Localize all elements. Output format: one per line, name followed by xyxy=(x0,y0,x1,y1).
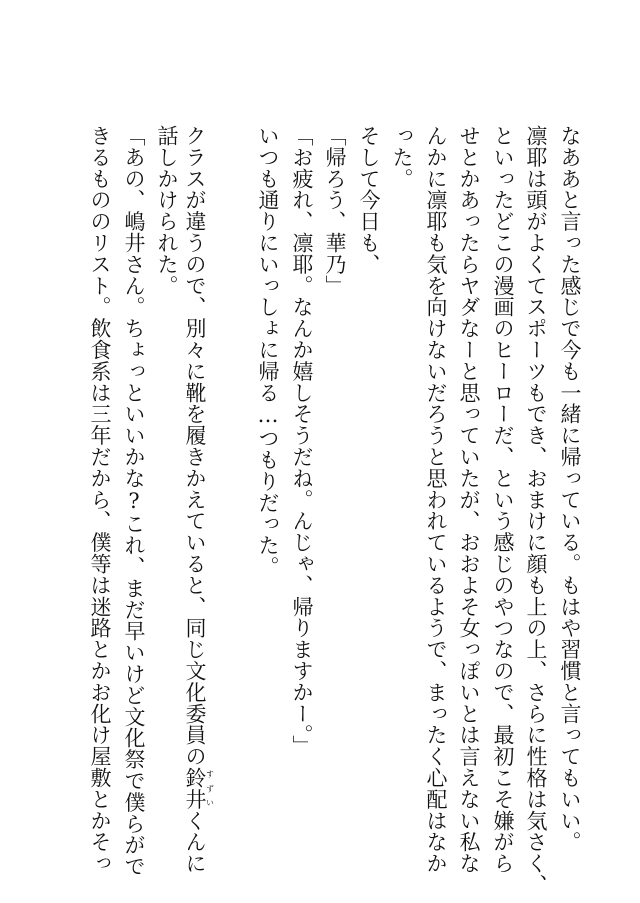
text-line: いつも通りにいっしょに帰る…つもりだった。 xyxy=(256,125,280,578)
text-line: 話しかけられた。 xyxy=(155,125,179,297)
text-line: 凛耶は頭がよくてスポーツもでき、おまけに顔も上の上、さらに性格は気さく、 xyxy=(524,125,548,896)
text-line: といったどこの漫画のヒーローだ、という感じのやつなので、最初こそ嫌がら xyxy=(491,125,515,874)
text-line: きるもののリスト。飲食系は三年だから、僕等は迷路とかお化け屋敷とかそっ xyxy=(88,125,112,874)
name-with-furigana xyxy=(183,767,215,810)
text-line: 「あの、嶋井さん。ちょっといいかな?これ、まだ早いけど文化祭で僕らがで xyxy=(122,125,146,877)
ruby-line-before: クラスが違うので、別々に靴を履きかえていると、同じ文化委員の xyxy=(183,125,207,767)
text-line: った。 xyxy=(390,125,414,190)
ruby-base: 鈴井 xyxy=(183,767,207,810)
text-line xyxy=(183,125,215,875)
text-line: んかに凛耶も気を向けないだろうと思われているようで、まったく心配はなか xyxy=(424,125,448,874)
furigana-reading: すずい xyxy=(205,767,215,810)
text-line: 「帰ろう、華乃」 xyxy=(323,125,347,297)
ruby-line-after: くんに xyxy=(183,809,207,875)
text-line: 「お疲れ、凛耶。なんか嬉しそうだね。んじゃ、帰りますかー。」 xyxy=(290,125,314,757)
text-line: そして今日も、 xyxy=(357,125,381,275)
text-line: なああと言った感じで今も一緒に帰っている。もはや習慣と言ってもいい。 xyxy=(558,125,582,853)
text-line: せとかあったらヤダなーと思っていたが、おおよそ女っぽいとは言えない私な xyxy=(457,125,481,874)
